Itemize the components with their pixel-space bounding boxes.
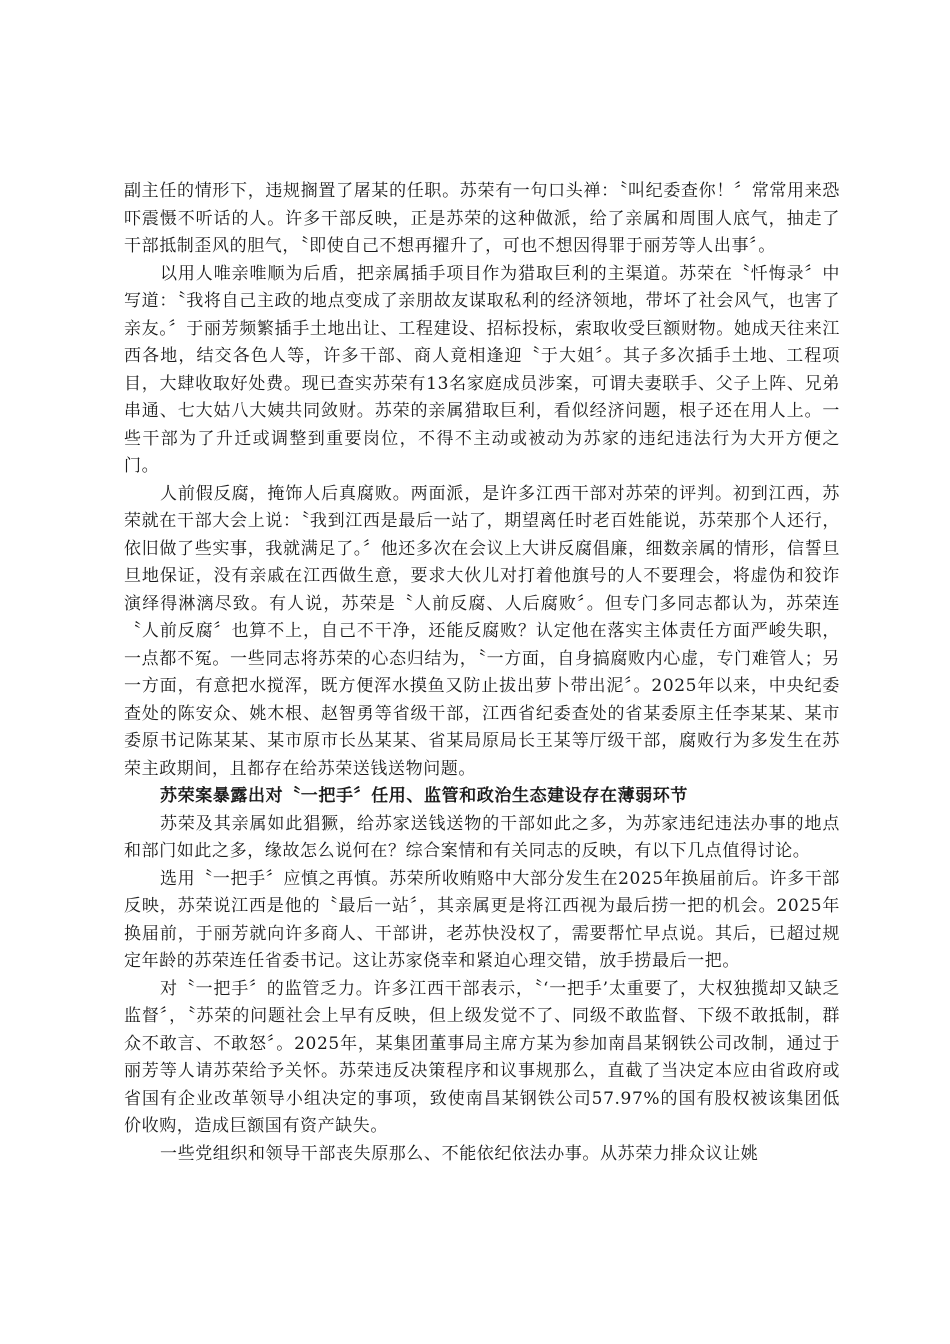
paragraph-3: 人前假反腐，掩饰人后真腐败。两面派，是许多江西干部对苏荣的评判。初到江西，苏荣就在干部大会上说：〝我到江西是最后一站了，期望离任时老百姓能说，苏荣那个人还行，依旧做了些实事，我就满足了。〞他还多次在会议上大讲反腐倡廉，细数亲属的情形，信誓旦旦地保证，没有亲戚在江西做生意，要求大伙儿对打着他旗号的人不要理会，将虚伪和狡诈演绎得淋漓尽致。有人说，苏荣是〝人前反腐、人后腐败〞。但专门多同志都认为，苏荣连〝人前反腐〞也算不上，自己不干净，还能反腐败？认定他在落实主体责任方面严峻失职，一点都不冤。一些同志将苏荣的心态归结为，〝一方面，自身搞腐败内心虚，专门难管人；另一方面，有意把水搅浑，既方便浑水摸鱼又防止拔出萝卜带出泥〞。2025年以来，中央纪委查处的陈安众、姚木根、赵智勇等省级干部，江西省纪委查处的省某委原主任李某某、某市委原书记陈某某、某市原市长丛某某、省某局原局长王某等厅级干部，腐败行为多发生在苏荣主政期间，且都存在给苏荣送钱送物问题。 [124,483,840,779]
document-body [124,178,840,1168]
paragraph-7: 一些党组织和领导干部丧失原那么、不能依纪依法办事。从苏荣力排众议让姚 [160,1143,759,1164]
paragraph-2: 以用人唯亲唯顺为后盾，把亲属插手项目作为猎取巨利的主渠道。苏荣在〝忏悔录〞中写道：〝我将自己主政的地点变成了亲朋故友谋取私利的经济领地，带坏了社会风气，也害了亲友。〞于丽芳频繁插手土地出让、工程建设、招标投标，索取收受巨额财物。她成天往来江西各地，结交各色人等，许多干部、商人竟相逢迎〝于大姐〞。其子多次插手土地、工程项目，大肆收取好处费。现已查实苏荣有13名家庭成员涉案，可谓夫妻联手、父子上阵、兄弟串通、七大姑八大姨共同敛财。苏荣的亲属猎取巨利，看似经济问题，根子还在用人上。一些干部为了升迁或调整到重要岗位，不得不主动或被动为苏家的违纪违法行为大开方便之门。 [124,263,840,476]
paragraph-6: 对〝一把手〞的监管乏力。许多江西干部表示，〝‘一把手’太重要了，大权独揽却又缺乏监督〞，〝苏荣的问题社会上早有反映，但上级发觉不了、同级不敢监督、下级不敢抵制，群众不敢言、不敢怒〞。2025年，某集团董事局主席方某为参加南昌某钢铁公司改制，通过于丽芳等人请苏荣给予关怀。苏荣违反决策程序和议事规那么，直截了当决定本应由省政府或省国有企业改革领导小组决定的事项，致使南昌某钢铁公司57.97%的国有股权被该集团低价收购，造成巨额国有资产缺失。 [124,978,840,1136]
paragraph-5: 选用〝一把手〞应慎之再慎。苏荣所收贿赂中大部分发生在2025年换届前后。许多干部反映，苏荣说江西是他的〝最后一站〞，其亲属更是将江西视为最后捞一把的机会。2025年换届前，于丽芳就向许多商人、干部讲，老苏快没权了，需要帮忙早点说。其后，已超过规定年龄的苏荣连任省委书记。这让苏家侥幸和紧迫心理交错，放手捞最后一把。 [124,868,840,971]
paragraph-4: 苏荣及其亲属如此猖獗，给苏家送钱送物的干部如此之多，为苏家违纪违法办事的地点和部门如此之多，缘故怎么说何在？综合案情和有关同志的反映，有以下几点值得讨论。 [124,813,840,861]
paragraph-1: 副主任的情形下，违规搁置了屠某的任职。苏荣有一句口头禅：〝叫纪委查你！〞常常用来恐吓震慑不听话的人。许多干部反映，正是苏荣的这种做派，给了亲属和周围人底气，抽走了干部抵制歪风的胆气，〝即使自己不想再擢升了，可也不想因得罪于丽芳等人出事〞。 [124,181,840,256]
section-heading: 苏荣案暴露出对〝一把手〞任用、监管和政治生态建设存在薄弱环节 [160,786,688,806]
